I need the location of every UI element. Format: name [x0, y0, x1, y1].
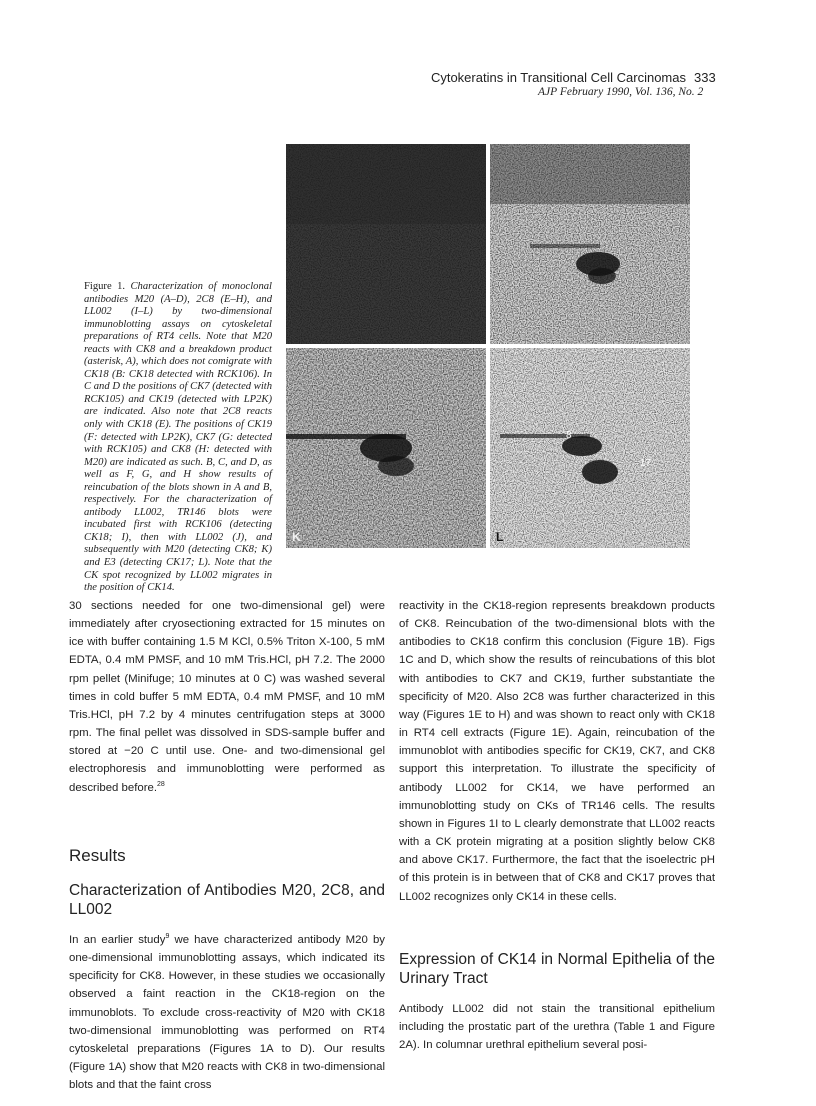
- subheading-ck14-expression: Expression of CK14 in Normal Epithelia of the Urinary Tract: [399, 950, 715, 987]
- results-text-start: In an earlier study: [69, 933, 166, 946]
- figure-immunoblot-grid: [286, 144, 690, 548]
- spot-label-17: 17: [640, 458, 652, 469]
- reference-9: 9: [165, 933, 170, 941]
- page-number: 333: [694, 70, 716, 85]
- caption-lead: Figure 1.: [84, 281, 126, 292]
- right-column: [399, 597, 715, 1054]
- results-paragraph-continued: reactivity in the CK18-region represents breakdown products of CK8. Reincubation of the two-dimensional blots with the antibodies to CK18 confirm this conclusion (Figure 1B). Figs 1C and D, which show the results of reincubations of this blot with antibodies to CK7 and CK19, further substantiate the specificity of M20. Also 2C8 was further characterized in this way (Figures 1E to H) and was shown to react only with CK18 in RT4 cell extracts (Figure 1E). Again, reincubation of the immunoblot with antibodies specific for CK19, CK7, and CK8 support this interpretation. To illustrate the specificity of antibody LL002 for CK14, we have performed an immunoblotting study on CKs of TR146 cells. The results shown in Figures 1I to L clearly demonstrate that LL002 reacts with a CK protein migrating at a position slightly below CK8 and above CK17. Furthermore, the fact that the isoelectric pH of this protein is in between that of CK8 and CK17 proves that LL002 recognizes only CK14 in these cells.: [399, 600, 715, 903]
- ck14-paragraph: Antibody LL002 did not stain the transitional epithelium including the prostatic part of the urethra (Table 1 and Figure 2A). In columnar urethral epithelium several posi-: [399, 1002, 715, 1051]
- spot-label-8: 8: [566, 430, 572, 441]
- left-column: [69, 597, 385, 1094]
- methods-text: 30 sections needed for one two-dimensional gel) were immediately after cryosectioning extracted for 15 minutes on ice with buffer containing 1.5 M KCl, 0.5% Triton X-100, 5 mM EDTA, 0.4 mM PMSF, and 10 mM Tris.HCl, pH 7.2. The 2000 rpm pellet (Minifuge; 10 minutes at 0 C) was washed several times in cold buffer 5 mM EDTA, 0.4 mM PMSF, and 10 mM Tris.HCl, pH 7.2 by 4 minutes centrifugation steps at 3000 rpm. The final pellet was dissolved in SDS-sample buffer and stored at −20 C until use. One- and two-dimensional gel electrophoresis and immunoblotting were performed as described before.: [69, 600, 385, 794]
- blot-band: [530, 244, 600, 248]
- blot-panel-l: [490, 348, 690, 548]
- panel-label-l: L: [496, 530, 504, 544]
- section-heading-results: Results: [69, 845, 126, 865]
- blot-spot: [378, 456, 414, 476]
- figure-caption: [84, 281, 272, 595]
- subheading-antibody-characterization: Characterization of Antibodies M20, 2C8, and LL002: [69, 881, 385, 918]
- blot-panel-top-right: [490, 144, 690, 344]
- results-paragraph: [69, 931, 385, 1094]
- methods-paragraph: [69, 597, 385, 797]
- caption-body: Characterization of monoclonal antibodies M20 (A–D), 2C8 (E–H), and LL002 (I–L) by two-dimensional immunoblotting assays on cytoskeletal preparations of RT4 cells. Note that M20 reacts with CK8 and a breakdown product (asterisk, A), which does not comigrate with CK18 (B: CK18 detected with RCK106). In C and D the positions of CK7 (detected with RCK105) and CK19 (detected with LP2K) are indicated. Also note that 2C8 reacts only with CK18 (E). The positions of CK19 (F: detected with LP2K), CK7 (G: detected with RCK105) and CK8 (H: detected with M20) are indicated as such. B, C, and D, as well as F, G, and H show results of reincubation of the blots shown in A and B, respectively. For the characterization of antibody LL002, TR146 blots were incubated first with RCK106 (detecting CK18; I), then with LL002 (J), and subsequently with M20 (detecting CK8; K) and E3 (detecting CK17; L). Note that the CK spot recognized by LL002 migrates in the position of CK14.: [84, 281, 272, 594]
- blot-panel-k: [286, 348, 486, 548]
- results-text-rest: we have characterized antibody M20 by one-dimensional immunoblotting assays, which indicated its specificity for CK8. However, in these studies we occasionally observed a faint reaction in the CK18-region on the immunoblots. To exclude cross-reactivity of M20 with CK18 two-dimensional immunoblotting was performed on RT4 cytoskeletal preparations (Figures 1A to D). Our results (Figure 1A) show that M20 reacts with CK8 in two-dimensional blots and that the faint cross: [69, 933, 385, 1092]
- blot-spot: [588, 268, 616, 284]
- blot-spot: [582, 460, 618, 484]
- running-title: Cytokeratins in Transitional Cell Carcinomas: [430, 70, 686, 85]
- reference-28: 28: [157, 780, 165, 788]
- journal-citation: AJP February 1990, Vol. 136, No. 2: [538, 86, 704, 98]
- blot-panel-top-left: [286, 144, 486, 344]
- panel-label-k: K: [292, 530, 301, 544]
